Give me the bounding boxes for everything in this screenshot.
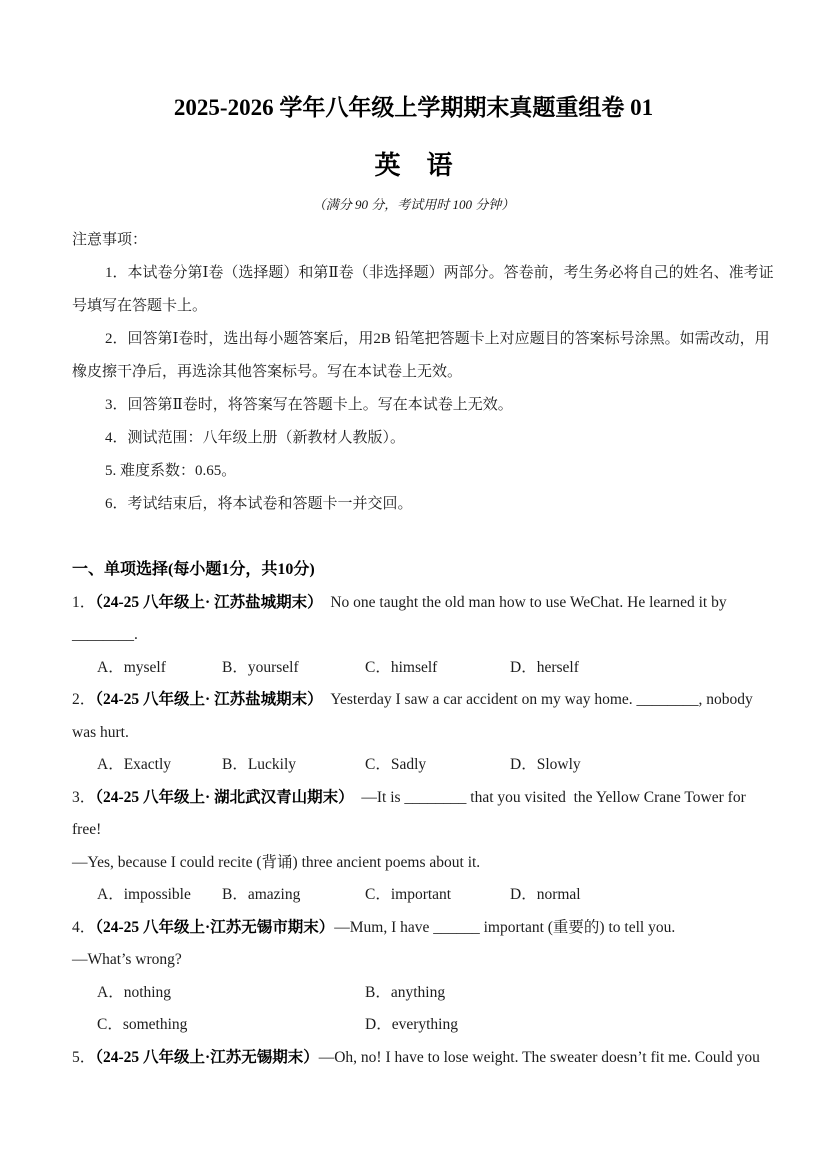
option-d: D．Slowly: [510, 756, 581, 773]
option-a: A．myself: [97, 658, 166, 676]
question-3: [72, 782, 770, 912]
question-number: 5．: [72, 1048, 96, 1066]
question-source-tag: （24-25 八年级上·江苏无锡期末）: [95, 1048, 319, 1066]
question-stem: [72, 1042, 770, 1075]
option-c: C．himself: [365, 658, 438, 676]
paper-body: [0, 224, 827, 1074]
option-b: B．anything: [365, 983, 446, 1001]
question-source-tag: （24-25 八年级上· 江苏盐城期末）: [95, 691, 323, 708]
question-blank-line: ________.: [72, 626, 138, 643]
question-1: [72, 587, 770, 685]
notice-line: 3．回答第Ⅱ卷时，将答案写在答题卡上。写在本试卷上无效。: [105, 397, 513, 413]
option-c: C．important: [365, 886, 452, 903]
notice-line: 橡皮擦干净后，再选涂其他答案标号。写在本试卷上无效。: [72, 364, 463, 380]
question-number: 3．: [72, 788, 96, 806]
question-source-tag: （24-25 八年级上· 江苏盐城期末）: [95, 593, 323, 611]
notice-line: 1．本试卷分第Ⅰ卷（选择题）和第Ⅱ卷（非选择题）两部分。答卷前，考生务必将自己的姓名、准考证: [105, 265, 774, 281]
option-d: D．everything: [365, 1016, 458, 1033]
question-5: [72, 1042, 770, 1075]
question-stem: [72, 782, 770, 815]
option-row: [72, 749, 770, 782]
question-source-tag: （24-25 八年级上· 湖北武汉青山期末）: [95, 788, 354, 806]
option-b: B．yourself: [222, 658, 299, 676]
question-text: No one taught the old man how to use WeChat. He learned it by: [322, 593, 727, 611]
question-2: [72, 684, 770, 782]
notice-line: 4．测试范围：八年级上册（新教材人教版）。: [105, 430, 406, 446]
question-text: —Mum, I have ______ important (重要的) to tell you.: [334, 918, 676, 936]
notice-heading: 注意事项：: [72, 232, 148, 248]
option-a: A．impossible: [97, 886, 191, 903]
option-d: D．herself: [510, 658, 579, 676]
option-a: A．nothing: [97, 983, 172, 1001]
option-row: [72, 652, 770, 685]
question-text: Yesterday I saw a car accident on my way home. ________, nobody: [322, 691, 753, 708]
section-heading: 一、单项选择(每小题1分，共10分): [72, 561, 315, 578]
question-continuation: was hurt.: [72, 723, 129, 741]
question-4: [72, 912, 770, 1042]
paper-title: 2025-2026 学年八年级上学期期末真题重组卷 01: [173, 95, 654, 120]
question-number: 1．: [72, 593, 96, 611]
question-source-tag: （24-25 八年级上·江苏无锡市期末）: [95, 918, 335, 936]
option-c: C．something: [97, 1016, 188, 1033]
question-reply-line: —Yes, because I could recite (背诵) three ancient poems about it.: [72, 853, 481, 871]
question-list: [72, 587, 770, 1075]
question-stem: [72, 912, 770, 945]
option-a: A．Exactly: [97, 756, 172, 773]
option-row: [72, 1009, 770, 1042]
option-row: [72, 879, 770, 912]
question-stem: [72, 587, 770, 620]
option-row: [72, 977, 770, 1010]
question-continuation: free!: [72, 821, 102, 838]
option-d: D．normal: [510, 886, 581, 903]
option-b: B．amazing: [222, 886, 301, 903]
question-reply-line: —What’s wrong?: [72, 951, 182, 968]
notice-line: 号填写在答题卡上。: [72, 298, 208, 314]
question-number: 2．: [72, 691, 96, 708]
option-b: B．Luckily: [222, 756, 297, 773]
notice-line: 2．回答第Ⅰ卷时，选出每小题答案后，用2B 铅笔把答题卡上对应题目的答案标号涂黑。如需改动，用: [105, 331, 770, 347]
question-text: —Oh, no! I have to lose weight. The sweater doesn’t fit me. Could you: [318, 1048, 760, 1066]
paper-subject: 英 语: [374, 151, 453, 180]
option-c: C．Sadly: [365, 756, 427, 773]
notice-block: [72, 224, 774, 521]
paper-header: [0, 92, 827, 215]
question-stem: [72, 684, 770, 717]
notice-line: 5. 难度系数：0.65。: [105, 463, 237, 479]
paper-meta: （满分 90 分，考试用时 100 分钟）: [312, 197, 515, 212]
question-text: —It is ________ that you visited the Yellow Crane Tower for: [353, 788, 746, 806]
notice-line: 6．考试结束后，将本试卷和答题卡一并交回。: [105, 496, 413, 512]
question-number: 4．: [72, 918, 96, 936]
